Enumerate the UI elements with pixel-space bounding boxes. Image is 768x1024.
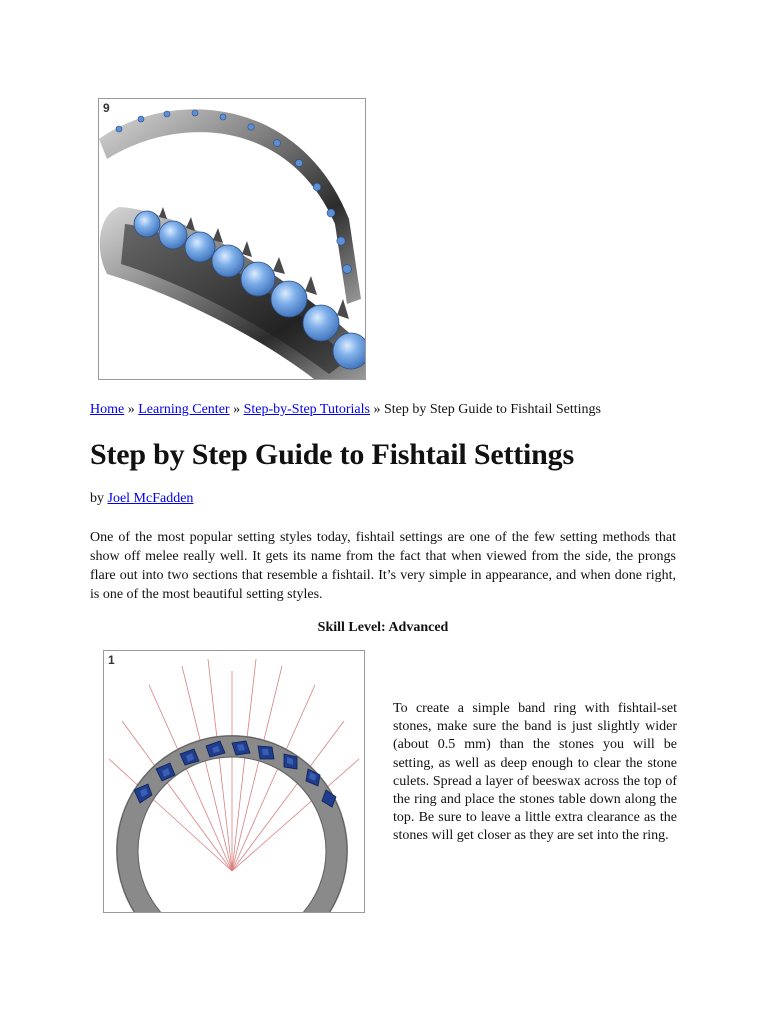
author-link[interactable]: Joel McFadden: [107, 491, 194, 506]
intro-paragraph: One of the most popular setting styles today, fishtail settings are one of the few setting methods that show off melee really well. It gets its name from the fact that when viewed from the side, the prongs flare out into two sections that resemble a fishtail. It’s very simple in appearance, and when done right, is one of the most beautiful setting styles.: [90, 530, 676, 602]
breadcrumb-current-page: Step by Step Guide to Fishtail Settings: [383, 402, 601, 417]
figure-number: 1: [108, 653, 115, 667]
breadcrumb: [90, 402, 601, 418]
breadcrumb-home-link[interactable]: Home: [90, 402, 125, 417]
breadcrumb-tutorials-link[interactable]: Step-by-Step Tutorials: [243, 402, 370, 417]
page-title: Step by Step Guide to Fishtail Settings: [90, 438, 574, 471]
figure-number: 9: [103, 101, 110, 115]
breadcrumb-separator: »: [124, 402, 139, 417]
author-byline: [90, 491, 193, 507]
step-1-paragraph: To create a simple band ring with fishtail-set stones, make sure the band is just slightly wider (about 0.5 mm) than the stones you will be setting, as well as deep enough to clear the stone culets. Spread a layer of beeswax across the top of the ring and place the stones table down along the top. Be sure to leave a little extra clearance as the stones will get closer as they are set into the ring.: [393, 701, 677, 844]
breadcrumb-separator: »: [369, 402, 384, 417]
breadcrumb-separator: »: [229, 402, 244, 417]
byline-prefix: by: [90, 491, 108, 506]
breadcrumb-learning-center-link[interactable]: Learning Center: [138, 402, 230, 417]
ring-render-image: [98, 98, 366, 380]
step-1-diagram-image: [103, 650, 365, 913]
skill-level-label: Skill Level: Advanced: [317, 620, 449, 635]
ring-render-illustration: [99, 99, 365, 379]
ring-diagram-illustration: [104, 651, 364, 912]
